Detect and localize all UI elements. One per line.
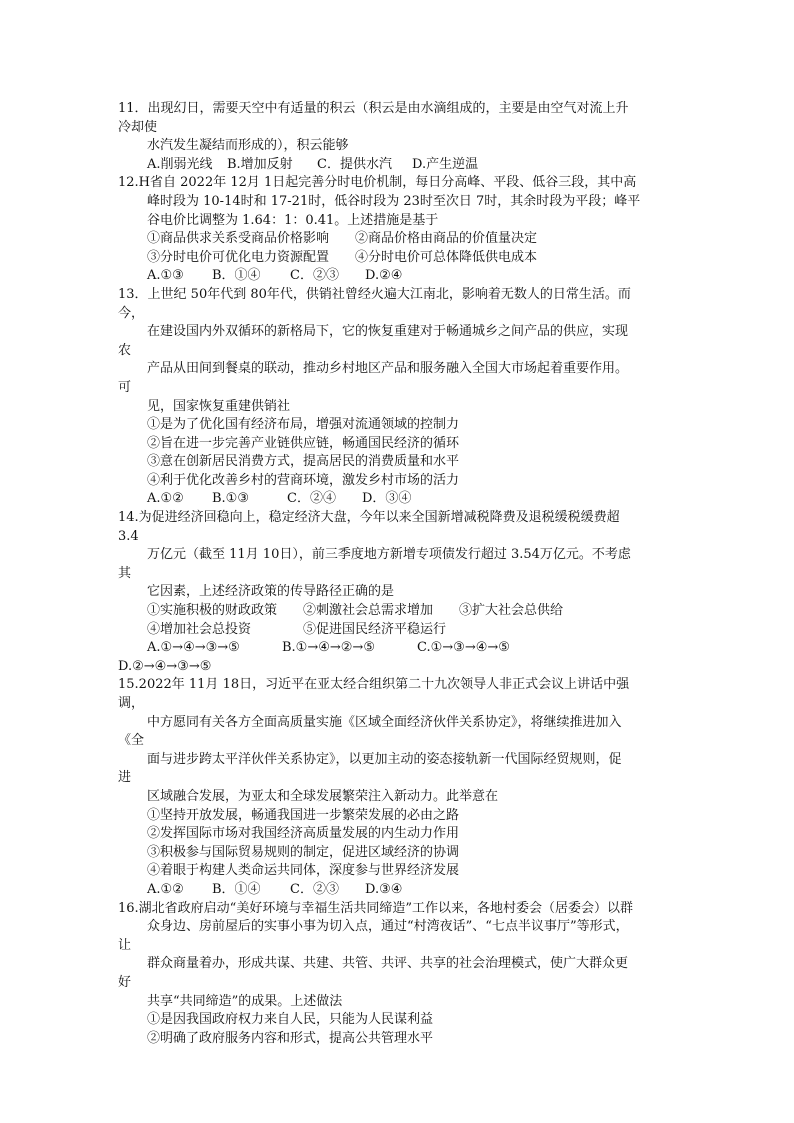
question-line: 它因素，上述经济政策的传导路径正确的是 <box>147 584 395 600</box>
answer-option: A.①③ <box>147 268 184 284</box>
answer-option: D．③④ <box>362 491 412 507</box>
question-line: 峰时段为 10-14时和 17-21时，低谷时段为 23时至次日 7时，其余时段为平段；峰平 <box>147 193 641 209</box>
answer-option: C．②③ <box>290 268 339 284</box>
question-line: 面与进步跨太平洋伙伴关系协定》，以更加主动的姿态接轨新一代国际经贸规则，促 <box>147 751 622 767</box>
question-line: 14.为促进经济回稳向上，稳定经济大盘，今年以来全国新增减税降费及退税缓税缓费超 <box>118 510 620 526</box>
question-line: 中方愿同有关各方全面高质量实施《区域全面经济伙伴关系协定》，将继续推进加入 <box>147 714 622 730</box>
answer-option: D.②④ <box>365 268 403 284</box>
answer-options <box>118 639 678 658</box>
answer-option: C．②③ <box>290 881 339 897</box>
question-line: 11．出现幻日，需要天空中有适量的积云（积云是由水滴组成的，主要是由空气对流上升 <box>118 101 629 116</box>
question-line: ①坚持开放发展，畅通我国进一步繁荣发展的必由之路 <box>147 807 460 823</box>
question-line: 众身边、房前屋后的实事小事为切入点，通过“村湾夜话”、“七点半议事厅”等形式， <box>147 919 629 935</box>
question-line: 16.湖北省政府启动“美好环境与幸福生活共同缔造”工作以来，各地村委会（居委会）以群 <box>118 900 633 916</box>
answer-option: B.①③ <box>212 491 249 507</box>
answer-option: B．①④ <box>212 268 261 284</box>
question-line: 13．上世纪 50年代到 80年代，供销社曾经火遍大江南北，影响着无数人的日常生活。而 <box>118 286 631 302</box>
answer-option: D.产生逆温 <box>412 156 479 172</box>
answer-options <box>118 156 678 175</box>
question-line: ②旨在进一步完善产业链供应链，畅通国民经济的循环 <box>147 435 460 451</box>
question-line: 15.2022年 11月 18日，习近平在亚太经合组织第二十九次领导人非正式会议上讲话中强 <box>118 677 630 693</box>
answer-options <box>118 881 678 900</box>
question-line: 农 <box>118 342 132 358</box>
answer-option: B.①→④→②→⑤ <box>282 640 375 656</box>
answer-option: A.①→④→③→⑤ <box>147 640 240 656</box>
answer-option: B．①④ <box>212 881 261 897</box>
question-line: ④利于优化改善乡村的营商环境，激发乡村市场的活力 <box>147 472 460 488</box>
question-line: 3.4 <box>118 528 139 544</box>
question-11 <box>118 100 678 174</box>
question-line: ③分时电价可优化电力资源配置 ④分时电价可总体降低供电成本 <box>147 249 538 265</box>
answer-option: C．提供水汽 <box>317 156 392 172</box>
answer-option: A.削弱光线 <box>147 156 213 172</box>
question-line: 区域融合发展，为亚太和全球发展繁荣注入新动力。此举意在 <box>147 788 499 804</box>
question-line: 12.H省自 2022年 12月 1日起完善分时电价机制，每日分高峰、平段、低谷三段，其中高 <box>118 175 637 191</box>
question-line: ②发挥国际市场对我国经济高质量发展的内生动力作用 <box>147 826 460 842</box>
answer-option: A.①② <box>147 881 184 897</box>
answer-option: C．②④ <box>287 491 336 507</box>
question-15 <box>118 676 678 899</box>
question-line: 《全 <box>118 733 145 749</box>
question-line: 调， <box>118 696 145 711</box>
question-line: 水汽发生凝结而形成的），积云能够 <box>147 138 349 154</box>
answer-option: C.①→③→④→⑤ <box>417 640 510 656</box>
question-line: 产品从田间到餐桌的联动，推动乡村地区产品和服务融入全国大市场起着重要作用。 <box>147 361 629 377</box>
question-line: ①商品供求关系受商品价格影响 ②商品价格由商品的价值量决定 <box>147 231 538 247</box>
question-14 <box>118 509 678 676</box>
question-16 <box>118 900 678 1049</box>
question-line: 共享“共同缔造”的成果。上述做法 <box>147 993 343 1009</box>
question-line: ③意在创新居民消费方式，提高居民的消费质量和水平 <box>147 454 460 470</box>
answer-options <box>118 267 678 286</box>
question-line: 其 <box>118 565 132 581</box>
question-line: 见，国家恢复重建供销社 <box>147 398 291 414</box>
document-page <box>118 100 678 1048</box>
answer-option: D.③④ <box>365 881 403 897</box>
answer-options <box>118 490 678 509</box>
question-line: ④增加社会总投资 ⑤促进国民经济平稳运行 <box>147 621 447 637</box>
question-line: 在建设国内外双循环的新格局下，它的恢复重建对于畅通城乡之间产品的供应，实现 <box>147 324 629 340</box>
question-line: 谷电价比调整为 1.64：1：0.41。上述措施是基于 <box>147 212 439 228</box>
question-line: 万亿元（截至 11月 10日），前三季度地方新增专项债发行超过 3.54万亿元。不考虑 <box>147 547 631 563</box>
question-line: 让 <box>118 937 132 953</box>
question-line: 好 <box>118 974 132 990</box>
question-line: ①实施积极的财政政策 ②刺激社会总需求增加 ③扩大社会总供给 <box>147 603 564 619</box>
question-line: ④着眼于构建人类命运共同体，深度参与世界经济发展 <box>147 863 460 879</box>
question-13 <box>118 286 678 509</box>
question-line: 群众商量着办，形成共谋、共建、共管、共评、共享的社会治理模式，使广大群众更 <box>147 956 629 972</box>
question-line: ①是为了优化国有经济布局，增强对流通领域的控制力 <box>147 417 460 433</box>
question-line: 冷却使 <box>118 119 158 135</box>
question-line: ③积极参与国际贸易规则的制定，促进区域经济的协调 <box>147 844 460 860</box>
question-line: 进 <box>118 770 132 786</box>
question-line: ②明确了政府服务内容和形式，提高公共管理水平 <box>147 1030 434 1046</box>
answer-option: A.①② <box>147 491 184 507</box>
answer-option: B.增加反射 <box>227 156 293 172</box>
answer-option-wrapped: D.②→④→③→⑤ <box>118 658 212 674</box>
question-line: 可 <box>118 379 132 395</box>
question-line: 今， <box>118 305 145 321</box>
question-line: ①是因我国政府权力来自人民，只能为人民谋利益 <box>147 1012 434 1028</box>
question-12 <box>118 174 678 286</box>
